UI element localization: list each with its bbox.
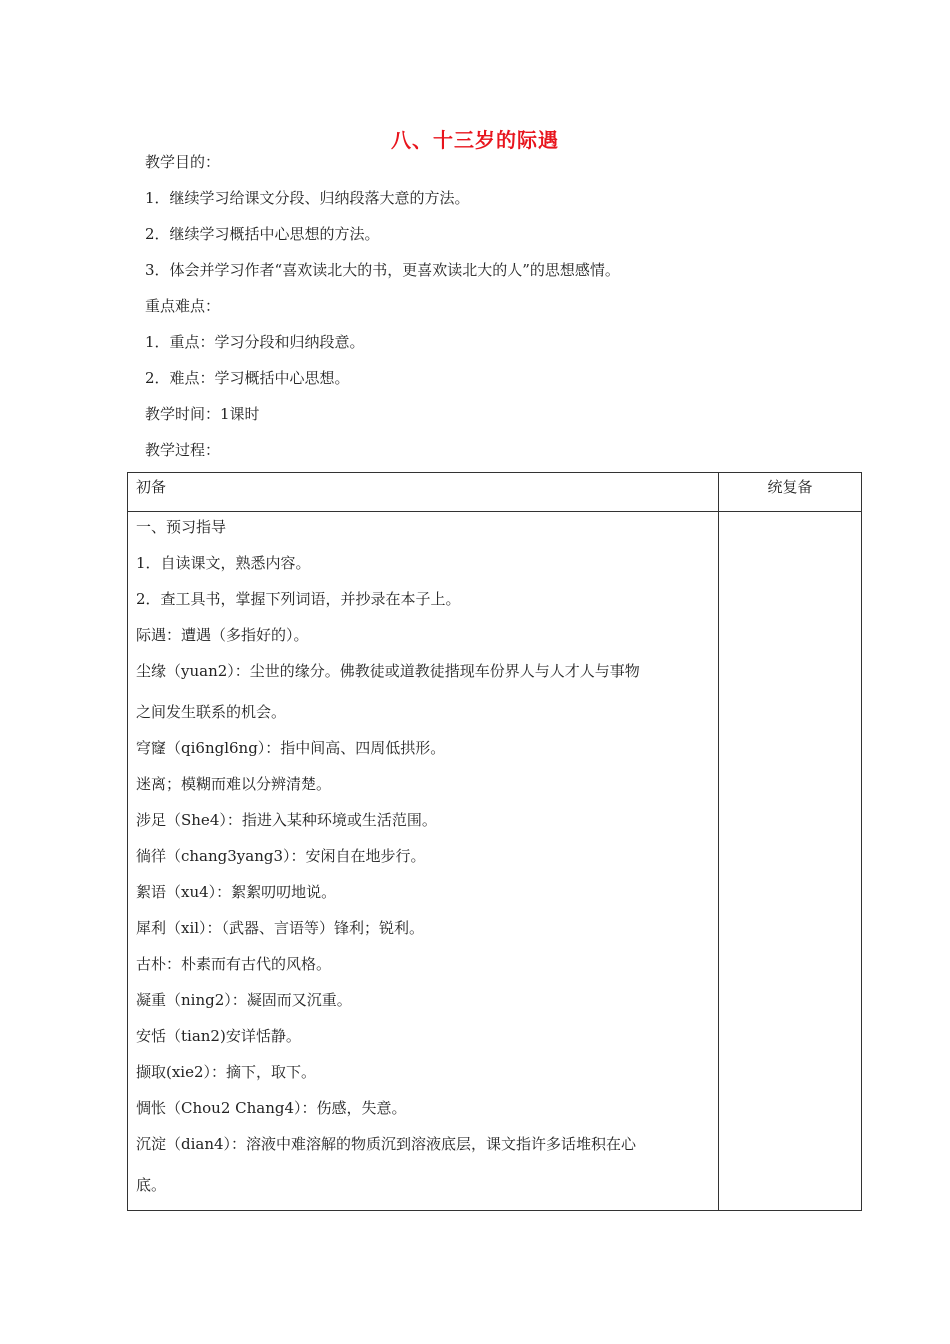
header-initial-prep: 初备 [128, 473, 719, 512]
vocab-item: 凝重（ning2）：凝固而又沉重。 [136, 991, 352, 1009]
review-prep-content [719, 512, 862, 1211]
vocab-item: 惆怅（Chou2 Chang4）：伤感，失意。 [136, 1099, 407, 1117]
key-point-item: 1．重点：学习分段和归纳段意。 [145, 333, 365, 351]
vocab-item: 古朴：朴素而有古代的风格。 [136, 955, 332, 973]
vocab-item: 撷取(xie2）：摘下，取下。 [136, 1063, 317, 1081]
objective-item: 2．继续学习概括中心思想的方法。 [145, 225, 380, 243]
list-item: 2．查工具书，掌握下列词语，并抄录在本子上。 [136, 590, 461, 608]
table-body-row [128, 512, 862, 1211]
vocab-item: 沉淀（dian4）：溶液中难溶解的物质沉到溶液底层，课文指许多话堆积在心 [136, 1135, 637, 1153]
lesson-title: 八、十三岁的际遇 [391, 128, 559, 152]
vocab-item: 涉足（She4）：指进入某种环境或生活范围。 [136, 811, 437, 829]
key-point-item: 2．难点：学习概括中心思想。 [145, 369, 350, 387]
lesson-plan-table [127, 472, 862, 1211]
vocab-item: 尘缘（yuan2）：尘世的缘分。佛教徒或道教徒揩现车份界人与人才人与事物 [136, 662, 640, 680]
list-item: 1．自读课文，熟悉内容。 [136, 554, 311, 572]
vocab-item: 絮语（xu4）：絮絮叨叨地说。 [136, 883, 337, 901]
section-heading-objectives: 教学目的： [145, 153, 221, 171]
section-heading-key-points: 重点难点： [145, 297, 221, 315]
vocab-item: 犀利（xil）：（武器、言语等）锋利；锐利。 [136, 919, 425, 937]
lesson-intro [145, 151, 845, 475]
teaching-time: 教学时间：1课时 [145, 405, 260, 423]
initial-prep-content [128, 512, 719, 1211]
vocab-item: 穹窿（qi6ngl6ng）：指中间高、四周低拱形。 [136, 739, 446, 757]
vocab-item: 际遇：遭遇（多指好的）。 [136, 626, 309, 644]
table-header-row [128, 473, 862, 512]
vocab-item: 安恬（tian2)安详恬静。 [136, 1027, 301, 1045]
objective-item: 1．继续学习给课文分段、归纳段落大意的方法。 [145, 189, 470, 207]
list-item: 一、预习指导 [136, 518, 227, 536]
section-heading-process: 教学过程： [145, 441, 221, 459]
vocab-item: 徜徉（chang3yang3）：安闲自在地步行。 [136, 847, 426, 865]
vocab-item-continuation: 之间发生联系的机会。 [136, 703, 287, 721]
objective-item: 3．体会并学习作者“喜欢读北大的书，更喜欢读北大的人”的思想感情。 [145, 261, 620, 279]
vocab-item-continuation: 底。 [136, 1176, 167, 1194]
vocab-item: 迷离；模糊而难以分辨清楚。 [136, 775, 332, 793]
header-review-prep: 统复备 [719, 473, 862, 512]
